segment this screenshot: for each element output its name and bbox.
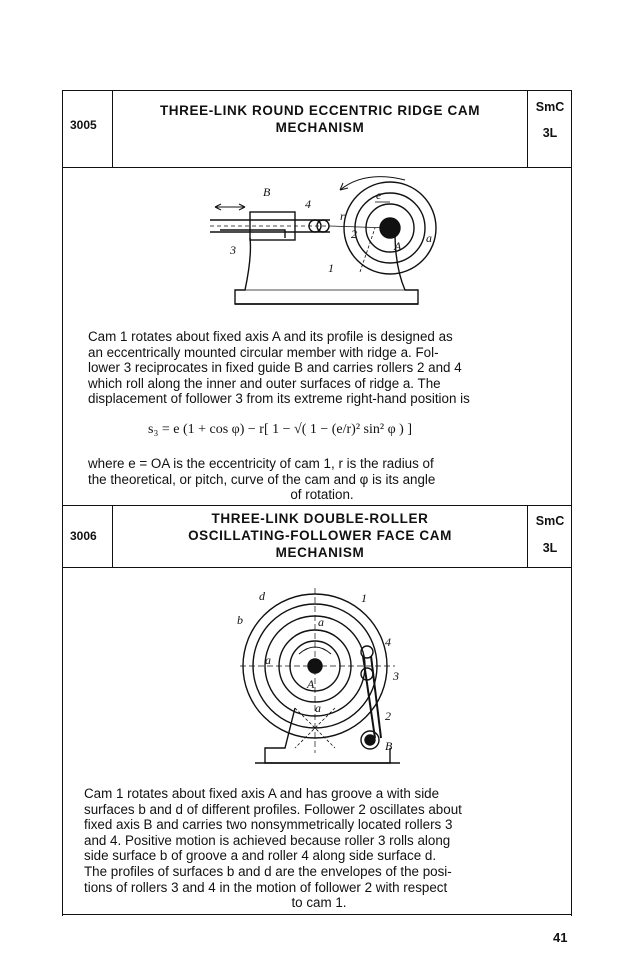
section-3006-line: to cam 1. (291, 895, 347, 911)
section-3006-line: tions of rollers 3 and 4 in the motion of follower 2 with respect (84, 879, 448, 895)
section-3005-after-line: where e = OA is the eccentricity of cam 1, r is the radius of (88, 456, 434, 471)
section-3006-number-divider (112, 506, 113, 567)
section-3005-code-divider (527, 91, 528, 167)
fig-3005-label-2: 2 (351, 227, 357, 241)
fig-3006-label-d: d (259, 589, 265, 603)
section-3006-header-rule (62, 567, 571, 568)
section-3006-line: Cam 1 rotates about fixed axis A and has groove a with side (84, 786, 440, 801)
section-3005-line: which roll along the inner and outer surfaces of ridge a. The (88, 375, 441, 391)
section-3006-title-line-2: OSCILLATING-FOLLOWER FACE CAM (188, 528, 452, 543)
fig-3005-label-B: B (263, 185, 271, 199)
fig-3005-label-3: 3 (230, 243, 236, 257)
section-3006-line: and 4. Positive motion is achieved because roller 3 rolls along (84, 832, 451, 848)
section-3006-number: 3006 (70, 529, 97, 543)
section-3005-figure (190, 172, 460, 322)
fig-3006-label-a-bottom: a (315, 701, 321, 715)
section-3005-after-formula (88, 456, 556, 503)
section-3006-line: side surface b of groove a and roller 4 along side surface d. (84, 848, 437, 864)
section-3006-line: The profiles of surfaces b and d are the envelopes of the posi- (84, 863, 452, 879)
section-3005-line: Cam 1 rotates about fixed axis A and its profile is designed as (88, 329, 453, 344)
fig-3006-label-1: 1 (361, 591, 367, 605)
section-3005-number-divider (112, 91, 113, 167)
fig-3005-label-e: e (376, 188, 382, 202)
section-3006-line: fixed axis B and carries two nonsymmetrically located rollers 3 (84, 817, 453, 833)
section-3006-title-line-3: MECHANISM (275, 545, 365, 560)
section-3005-title (114, 102, 526, 136)
section-3005-after-line: the theoretical, or pitch, curve of the cam and φ is its angle (88, 471, 436, 487)
fig-3005-label-A: A (394, 239, 402, 253)
section-3006-line: surfaces b and d of different profiles. Follower 2 oscillates about (84, 801, 462, 817)
fig-3005-label-1: 1 (328, 261, 334, 275)
section-3005-line: an eccentrically mounted circular member with ridge a. Fol- (88, 344, 439, 360)
page-number: 41 (553, 930, 568, 945)
fig-3006-label-2: 2 (385, 709, 391, 723)
fig-3006-label-a-left: a (265, 653, 271, 667)
top-rule (62, 90, 571, 91)
section-3005-header-rule (62, 167, 571, 168)
section-3006-figure (225, 578, 415, 783)
bottom-rule (62, 914, 571, 915)
fig-3006-label-b: b (237, 613, 243, 627)
section-3005-number: 3005 (70, 118, 97, 132)
section-3006-title (114, 510, 526, 561)
fig-3006-label-3: 3 (393, 669, 399, 683)
fig-3005-label-4: 4 (305, 197, 311, 211)
section-3006-title-line-1: THREE-LINK DOUBLE-ROLLER (211, 511, 429, 526)
section-3005-after-line: of rotation. (290, 487, 354, 503)
fig-3005-label-a: a (426, 231, 432, 245)
fig-3005-label-r: r (340, 209, 345, 223)
section-3005-line: displacement of follower 3 from its extreme right-hand position is (88, 391, 470, 407)
section-3005-code-top: SmC (535, 100, 565, 114)
section-3005-description (88, 329, 556, 407)
fig-3006-label-B: B (385, 739, 393, 753)
fig-3006-label-a-top: a (318, 615, 324, 629)
section-3005-line: lower 3 reciprocates in fixed guide B and carries rollers 2 and 4 (88, 360, 462, 376)
section-3006-description (84, 786, 554, 911)
fig-3006-label-4: 4 (385, 635, 391, 649)
section-3005-title-line-1: THREE-LINK ROUND ECCENTRIC RIDGE CAM (159, 103, 481, 118)
fig-3006-label-A: A (307, 677, 315, 691)
section-3005-formula: s₃ = e (1 + cos φ) − r[ 1 − √( 1 − (e/r)² sin² φ ) ] (148, 422, 412, 437)
section-3006-code-top: SmC (535, 514, 565, 528)
section-3006-top-rule (62, 505, 571, 506)
section-3005-code-bottom: 3L (542, 126, 558, 140)
section-3006-code-bottom: 3L (542, 541, 558, 555)
section-3006-code-divider (527, 506, 528, 567)
section-3005-title-line-2: MECHANISM (275, 120, 365, 135)
